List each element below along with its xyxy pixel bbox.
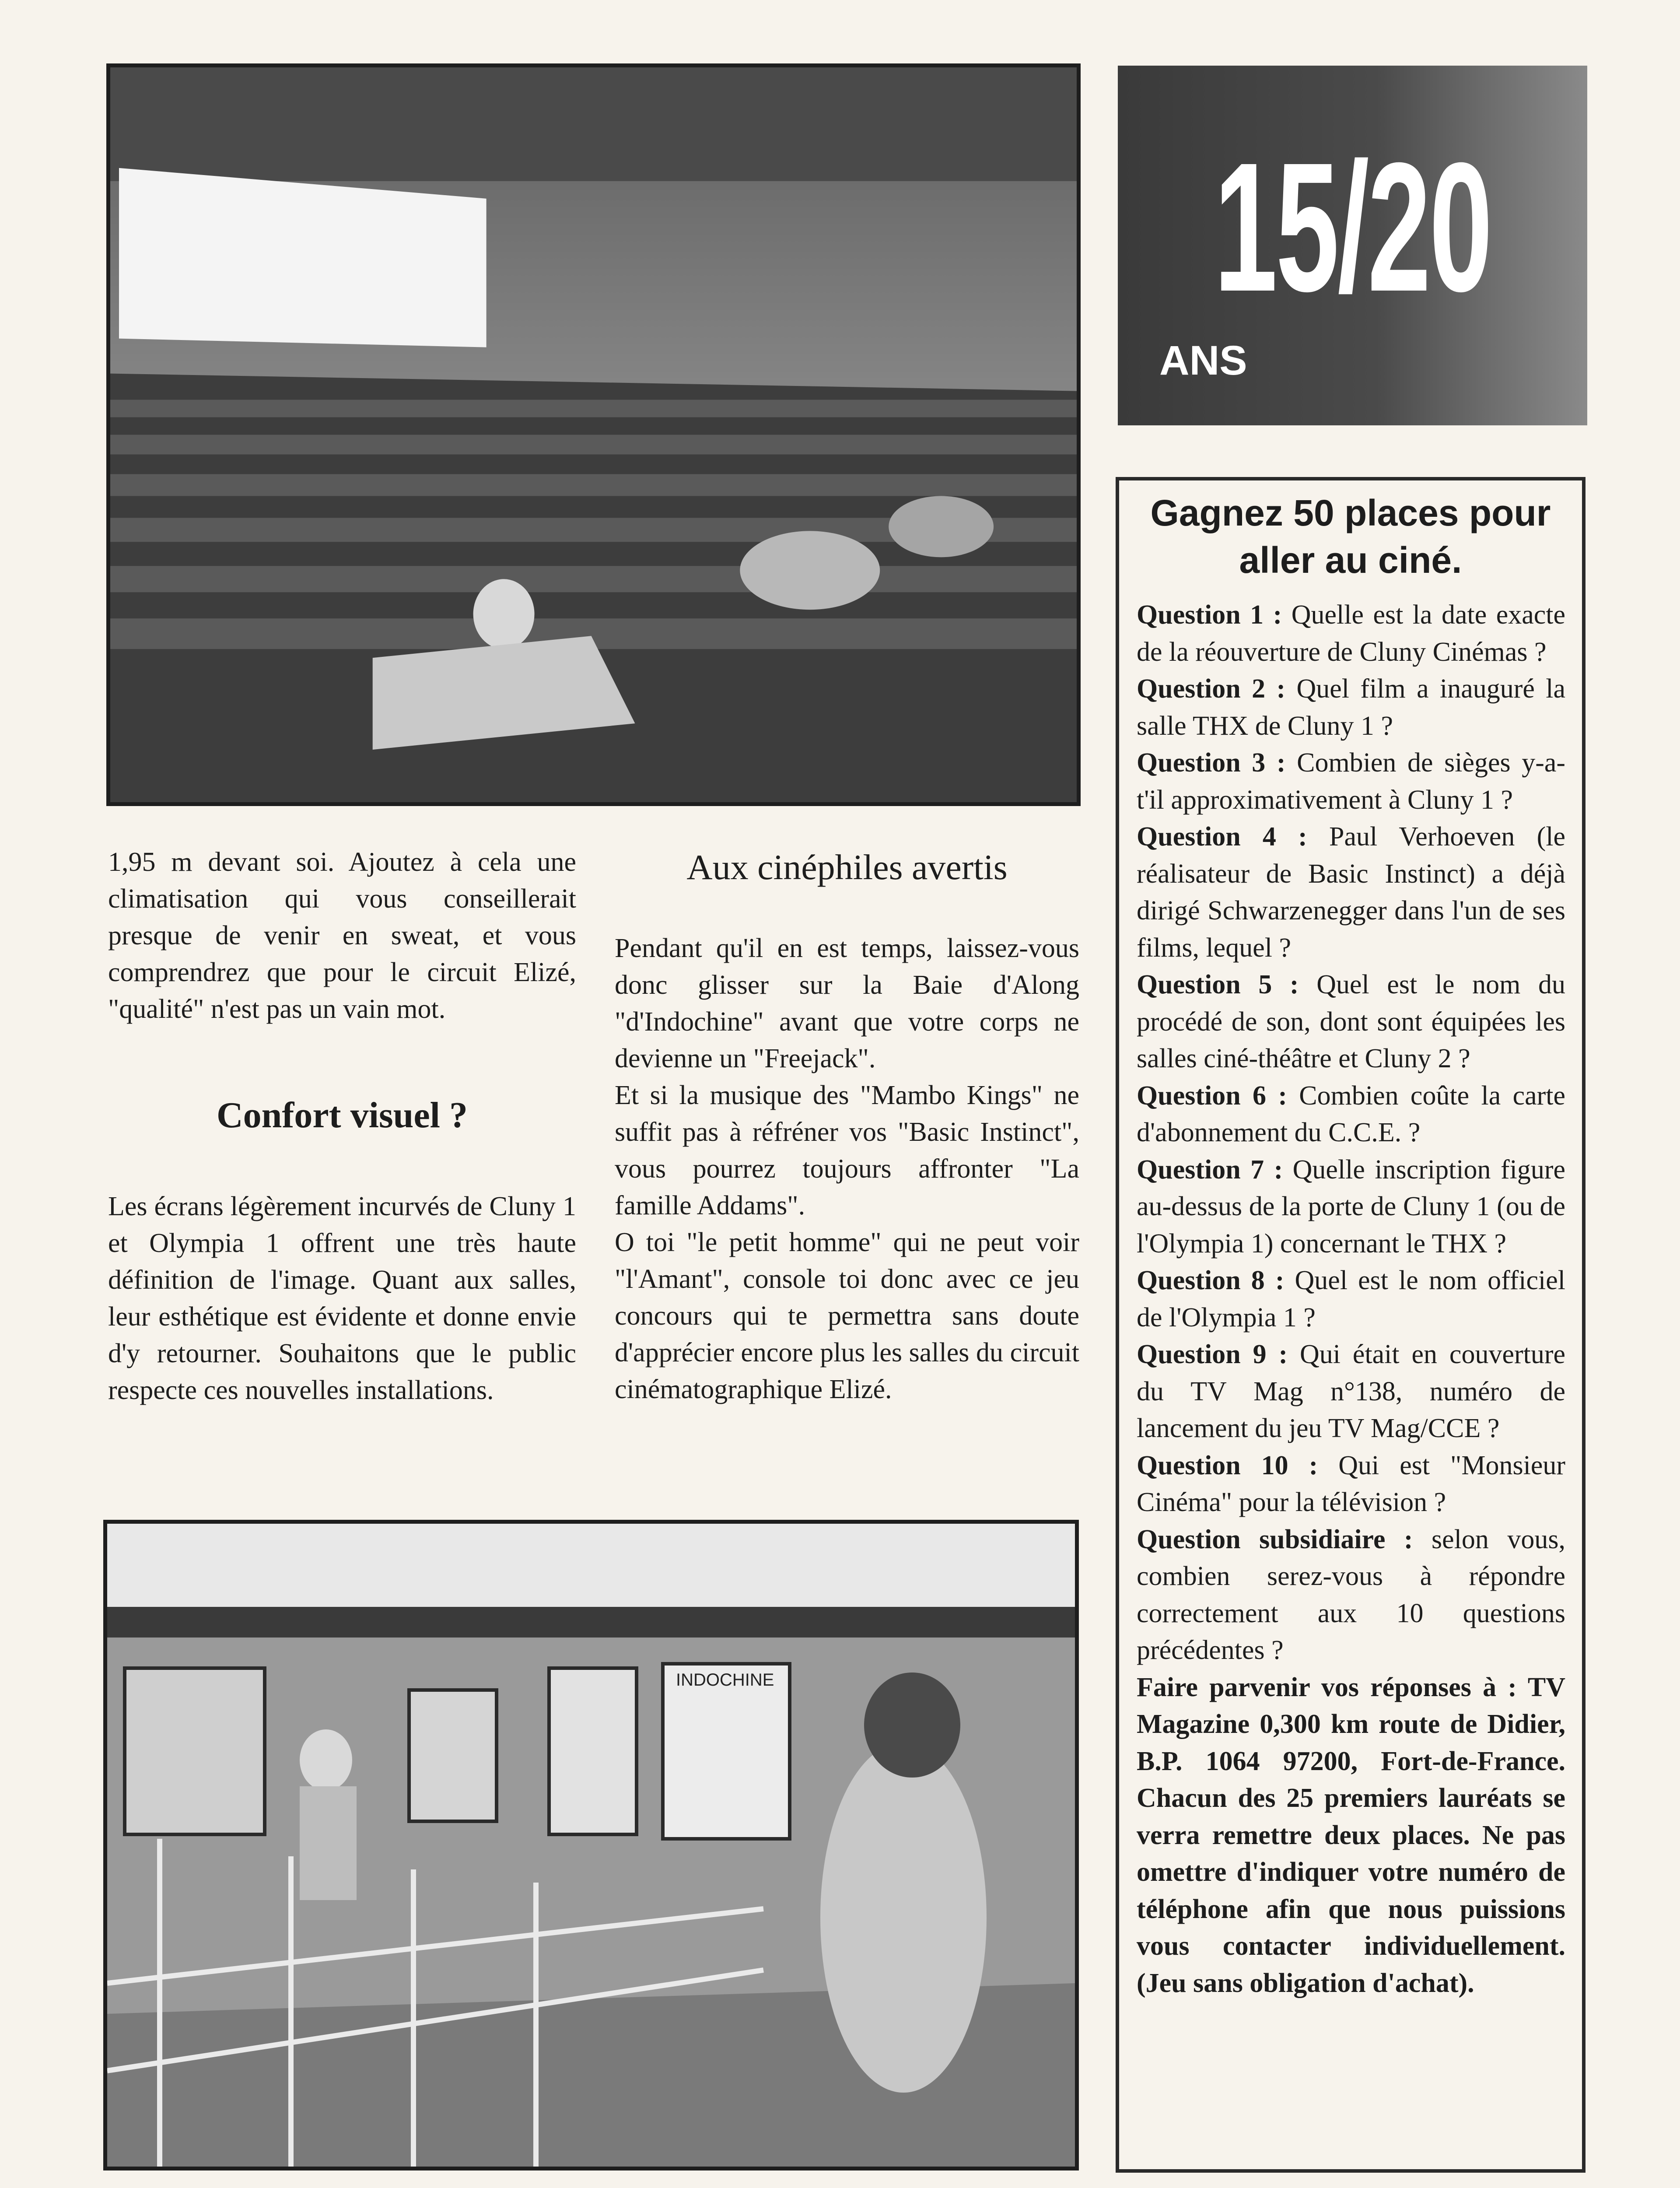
- quiz-box: [1116, 477, 1586, 2173]
- cinema-lobby-illustration: [107, 1524, 1075, 2167]
- quiz-questions: [1137, 596, 1565, 2002]
- cinema-screen: [119, 168, 486, 347]
- quiz-question: Question 9 : Qui était en couverture du TV Mag n°138, numéro de lancement du jeu TV Mag/CCE ?: [1137, 1339, 1566, 1443]
- quiz-question: Question 1 : Quelle est la date exacte de la réouverture de Cluny Cinémas ?: [1137, 600, 1565, 667]
- left-column-intro: [108, 844, 576, 1027]
- quiz-question: Question 2 : Quel film a inauguré la salle THX de Cluny 1 ?: [1137, 674, 1565, 741]
- cinephiles-paragraph: O toi "le petit homme" qui ne peut voir "l'Amant", console toi donc avec ce jeu concours qui te permettra sans doute d'apprécier encore plus les salles du circuit cinématographique Elizé.: [615, 1227, 1079, 1404]
- confort-paragraph: Les écrans légèrement incurvés de Cluny 1 et Olympia 1 offrent une très haute définition de l'image. Quant aux salles, leur esthétique est évidente et donne envie d'y retourner. Souhaitons que le public respecte ces nouvelles installations.: [108, 1192, 576, 1405]
- age-range-unit: ANS: [1159, 337, 1247, 384]
- cinema-lobby-photo: [103, 1520, 1079, 2170]
- cinema-hall-photo: [106, 63, 1081, 806]
- cinephiles-heading: Aux cinéphiles avertis: [686, 847, 1008, 887]
- confort-column: [108, 1188, 576, 1409]
- quiz-question: Question 10 : Qui est "Monsieur Cinéma" pour la télévision ?: [1137, 1450, 1566, 1517]
- cinema-hall-illustration: [110, 67, 1077, 802]
- poster-title: INDOCHINE: [676, 1670, 774, 1690]
- quiz-question: Question 3 : Combien de sièges y-a-t'il approximativement à Cluny 1 ?: [1137, 748, 1565, 815]
- confort-heading: Confort visuel ?: [217, 1095, 468, 1136]
- quiz-instructions: Faire parvenir vos réponses à : TV Magazine 0,300 km route de Didier, B.P. 1064 97200, Fort-de-France. Chacun des 25 premiers lauréats se verra remettre deux places. Ne pas omettre d'indiquer votre numéro de téléphone afin que nous puissions vous contacter individuellement. (Jeu sans obligation d'achat).: [1137, 1672, 1565, 1998]
- cinephiles-column: [615, 930, 1079, 1408]
- quiz-question: Question subsidiaire : selon vous, combien serez-vous à répondre correctement aux 10 questions précédentes ?: [1137, 1524, 1566, 1665]
- quiz-question: Question 5 : Quel est le nom du procédé de son, dont sont équipées les salles ciné-théâtre et Cluny 2 ?: [1137, 970, 1565, 1073]
- cinephiles-paragraph: Et si la musique des "Mambo Kings" ne suffit pas à réfréner vos "Basic Instinct", vous pourrez toujours affronter "La famille Addams".: [615, 1080, 1079, 1220]
- age-range-badge: [1118, 66, 1587, 425]
- quiz-question: Question 7 : Quelle inscription figure au-dessus de la porte de Cluny 1 (ou de l'Olympia 1) concernant le THX ?: [1137, 1154, 1566, 1259]
- quiz-question: Question 4 : Paul Verhoeven (le réalisateur de Basic Instinct) a déjà dirigé Schwarzenegger dans l'un de ses films, lequel ?: [1137, 822, 1566, 963]
- intro-paragraph: 1,95 m devant soi. Ajoutez à cela une climatisation qui vous conseillerait presque de venir en sweat, et vous comprendrez que pour le circuit Elizé, "qualité" n'est pas un vain mot.: [108, 847, 576, 1024]
- quiz-question: Question 8 : Quel est le nom officiel de l'Olympia 1 ?: [1137, 1266, 1566, 1332]
- age-range-number: 15/20: [1214, 125, 1491, 330]
- quiz-question: Question 6 : Combien coûte la carte d'abonnement du C.C.E. ?: [1137, 1080, 1565, 1147]
- quiz-title: Gagnez 50 places pour aller au ciné.: [1150, 492, 1551, 581]
- cinephiles-paragraph: Pendant qu'il en est temps, laissez-vous donc glisser sur la Baie d'Along "d'Indochine" avant que votre corps ne devienne un "Freejack".: [615, 933, 1079, 1073]
